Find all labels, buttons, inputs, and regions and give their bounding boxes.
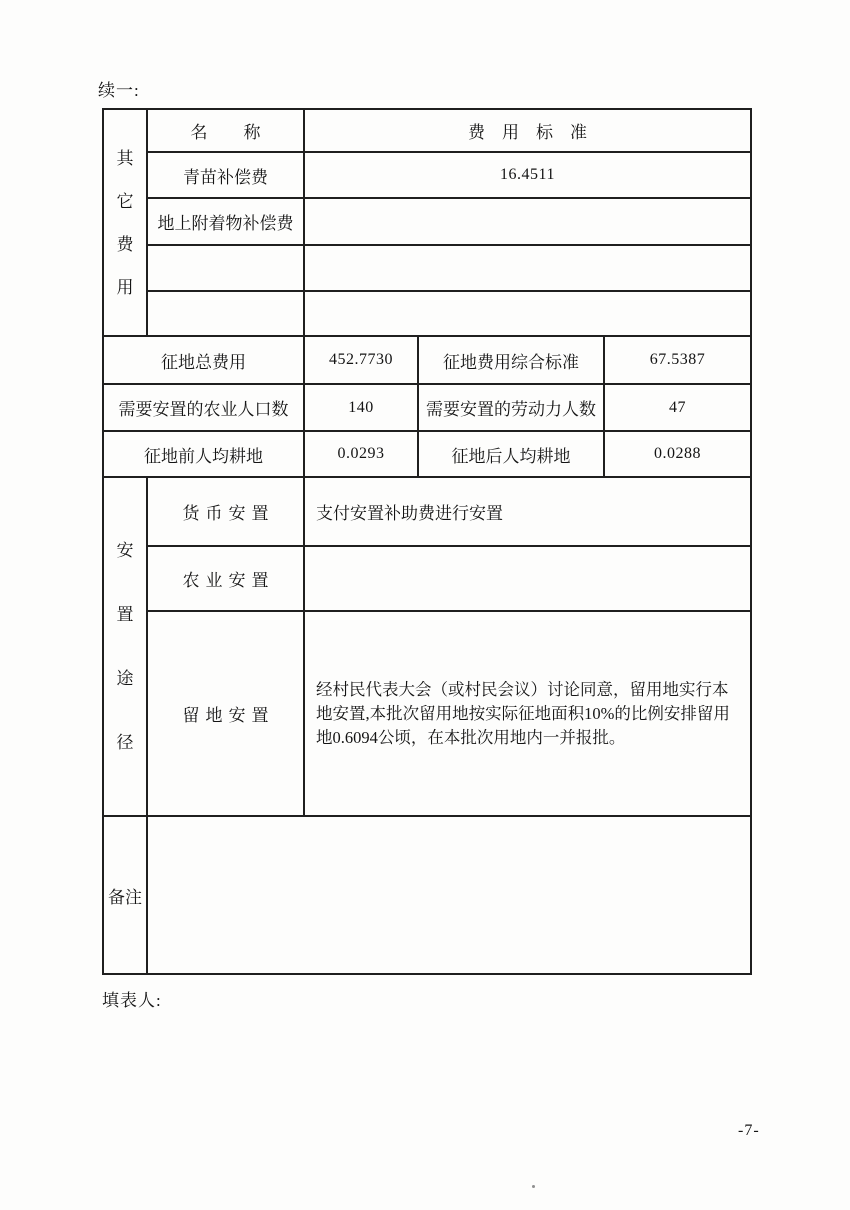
summary-value: 452.7730 [305, 337, 419, 385]
fee-row-name: 地上附着物补偿费 [148, 199, 305, 246]
resettlement-side-label: 安 置 途 径 [104, 478, 148, 817]
page-number: -7- [738, 1122, 760, 1139]
resettlement-type-label: 货币安置 [148, 478, 305, 547]
summary-label: 征地前人均耕地 [104, 432, 305, 478]
resettlement-content [305, 547, 750, 612]
remarks-label: 备注 [104, 817, 148, 973]
fee-row-name [148, 246, 305, 292]
resettlement-section [104, 478, 750, 817]
summary-value: 47 [605, 385, 750, 432]
fee-row-value [305, 246, 750, 292]
fee-row-value [305, 292, 750, 337]
other-fees-side-label: 其 它 费 用 [104, 110, 148, 337]
summary-value: 67.5387 [605, 337, 750, 385]
other-fees-section [104, 110, 750, 337]
form-filler-label: 填表人: [102, 991, 162, 1010]
remarks-section [104, 817, 750, 973]
remarks-content [148, 817, 750, 973]
summary-label: 需要安置的农业人口数 [104, 385, 305, 432]
resettlement-content: 经村民代表大会（或村民会议）讨论同意，留用地实行本 地安置,本批次留用地按实际征地面积10%的比例安排留用 地0.6094公顷，在本批次用地内一并报批。 [305, 612, 750, 817]
resettlement-type-label: 农业安置 [148, 547, 305, 612]
continuation-label: 续一: [98, 81, 140, 100]
fee-row-value [305, 199, 750, 246]
summary-label: 征地总费用 [104, 337, 305, 385]
resettlement-content: 支付安置补助费进行安置 [305, 478, 750, 547]
summary-value: 140 [305, 385, 419, 432]
fee-row-name: 青苗补偿费 [148, 153, 305, 199]
fee-row-name [148, 292, 305, 337]
scan-speck [532, 1185, 535, 1188]
summary-label: 需要安置的劳动力人数 [419, 385, 605, 432]
resettlement-type-label: 留地安置 [148, 612, 305, 817]
summary-label: 征地后人均耕地 [419, 432, 605, 478]
summary-value: 0.0288 [605, 432, 750, 478]
land-compensation-table [102, 108, 752, 975]
fee-row-value: 16.4511 [305, 153, 750, 199]
summary-label: 征地费用综合标准 [419, 337, 605, 385]
column-header-standard: 费用标准 [305, 110, 750, 153]
column-header-name: 名称 [148, 110, 305, 153]
summary-section [104, 337, 750, 478]
summary-value: 0.0293 [305, 432, 419, 478]
